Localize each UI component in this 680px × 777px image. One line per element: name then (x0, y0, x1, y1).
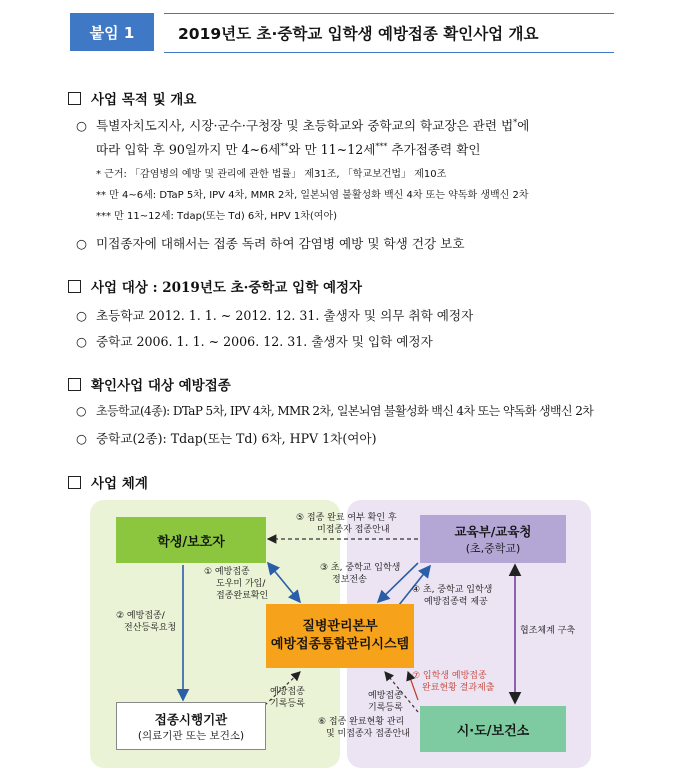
document-title: 2019년도 초·중학교 입학생 예방접종 확인사업 개요 (164, 13, 614, 53)
bullet-text: 초등학교 2012. 1. 1. ~ 2012. 12. 31. 출생자 및 의무 취학 예정자 (96, 308, 474, 323)
label-line: ① 예방접종 (204, 567, 250, 577)
bullet-text: 와 만 11~12세 (288, 142, 376, 157)
step-4-label (412, 584, 492, 608)
label-line: ⑥ 접종 완료현황 관리 (318, 717, 405, 727)
node-sublabel: (초,중학교) (465, 542, 521, 555)
circle-bullet-icon: ○ (76, 118, 87, 133)
bullet-text: 중학교(2종): Tdap(또는 Td) 6차, HPV 1차(여아) (96, 431, 377, 446)
circle-bullet-icon: ○ (76, 308, 87, 323)
label-line: ② 예방접종/ (116, 611, 165, 621)
section-title: 사업 목적 및 개요 (91, 92, 197, 108)
step-3-label (320, 562, 400, 586)
label-line: 정보전송 (332, 575, 367, 585)
footnote-2: ** 만 4~6세: DTaP 5차, IPV 4차, MMR 2차, 일본뇌염 불활성화 백신 4차 또는 약독화 생백신 2차 (96, 190, 529, 201)
step-2-label (116, 610, 176, 634)
ministry-education-node (420, 515, 566, 563)
label-line: 미접종자 접종안내 (317, 525, 390, 535)
label-line: ④ 초, 중학교 입학생 (412, 585, 493, 595)
label-line: 접종완료확인 (216, 591, 269, 601)
label-line: 도우미 가입/ (216, 579, 266, 589)
bullet-text: 특별자치도지사, 시장·군수·구청장 및 초등학교와 중학교의 학교장은 관련 법 (96, 118, 514, 133)
bullet-text: 미접종자에 대해서는 접종 독려 하여 감염병 예방 및 학생 건강 보호 (96, 236, 465, 251)
label-line: 기록등록 (368, 703, 403, 713)
node-label: 학생/보호자 (157, 534, 225, 550)
label-line: ③ 초, 중학교 입학생 (320, 563, 401, 573)
footnote-mark: ** (280, 141, 289, 151)
footnote-mark: *** (375, 141, 388, 151)
footnote-3: *** 만 11~12세: Tdap(또는 Td) 6차, HPV 1차(여아) (96, 211, 338, 222)
circle-bullet-icon: ○ (76, 334, 87, 349)
vaccination-clinic-node (116, 702, 266, 750)
step-5-label (296, 512, 397, 536)
circle-bullet-icon: ○ (76, 236, 87, 251)
label-line: 전산등록요청 (124, 623, 177, 633)
node-label: 시·도/보건소 (456, 723, 530, 739)
kcdc-system-node (266, 604, 414, 668)
label-line: 예방접종 (270, 687, 305, 697)
section-title: 사업 대상 : 2019년도 초·중학교 입학 예정자 (91, 280, 363, 296)
label-line: ⑤ 접종 완료 여부 확인 후 (296, 513, 397, 523)
label-line: 기록등록 (270, 699, 305, 709)
node-label: 질병관리본부 (302, 619, 378, 634)
attachment-badge: 붙임 1 (70, 13, 154, 51)
circle-bullet-icon: ○ (76, 404, 86, 418)
footnote-mark: * (513, 117, 518, 127)
bullet-text: 중학교 2006. 1. 1. ~ 2006. 12. 31. 출생자 및 입학 예정자 (96, 334, 433, 349)
node-label: 예방접종통합관리시스템 (270, 637, 410, 652)
section-title: 사업 체계 (91, 476, 148, 492)
label-line: 예방접종 (368, 691, 403, 701)
circle-bullet-icon: ○ (76, 431, 87, 446)
label-line: 예방접종력 제공 (424, 597, 488, 607)
bullet-text: 추가접종력 확인 (387, 142, 481, 157)
node-sublabel: (의료기관 또는 보건소) (137, 729, 245, 742)
cooperation-label: 협조체계 구축 (520, 626, 576, 636)
node-label: 접종시행기관 (154, 711, 228, 727)
step-7-label (412, 670, 494, 694)
step-1-label (204, 566, 268, 602)
bullet-text: 초등학교(4종): DTaP 5차, IPV 4차, MMR 2차, 일본뇌염 불활성화 백신 4차 또는 약독화 생백신 2차 (96, 404, 594, 418)
label-line: 완료현황 결과제출 (422, 683, 495, 693)
node-label: 교육부/교육청 (454, 524, 532, 539)
student-guardian-node (116, 517, 266, 563)
bullet-text: 에 (517, 118, 530, 133)
clinic-record-label (270, 686, 305, 710)
health-record-label (368, 690, 403, 714)
label-line: 및 미접종자 접종안내 (326, 729, 410, 739)
bullet-text: 따라 입학 후 90일까지 만 4~6세 (96, 142, 281, 157)
label-line: ⑦ 입학생 예방접종 (412, 671, 487, 681)
city-health-center-node (420, 706, 566, 752)
step-6-label (318, 716, 410, 740)
footnote-1: * 근거: 「감염병의 예방 및 관리에 관한 법률」 제31조, 「학교보건법」 제10조 (96, 169, 447, 180)
section-title: 확인사업 대상 예방접종 (91, 378, 231, 394)
